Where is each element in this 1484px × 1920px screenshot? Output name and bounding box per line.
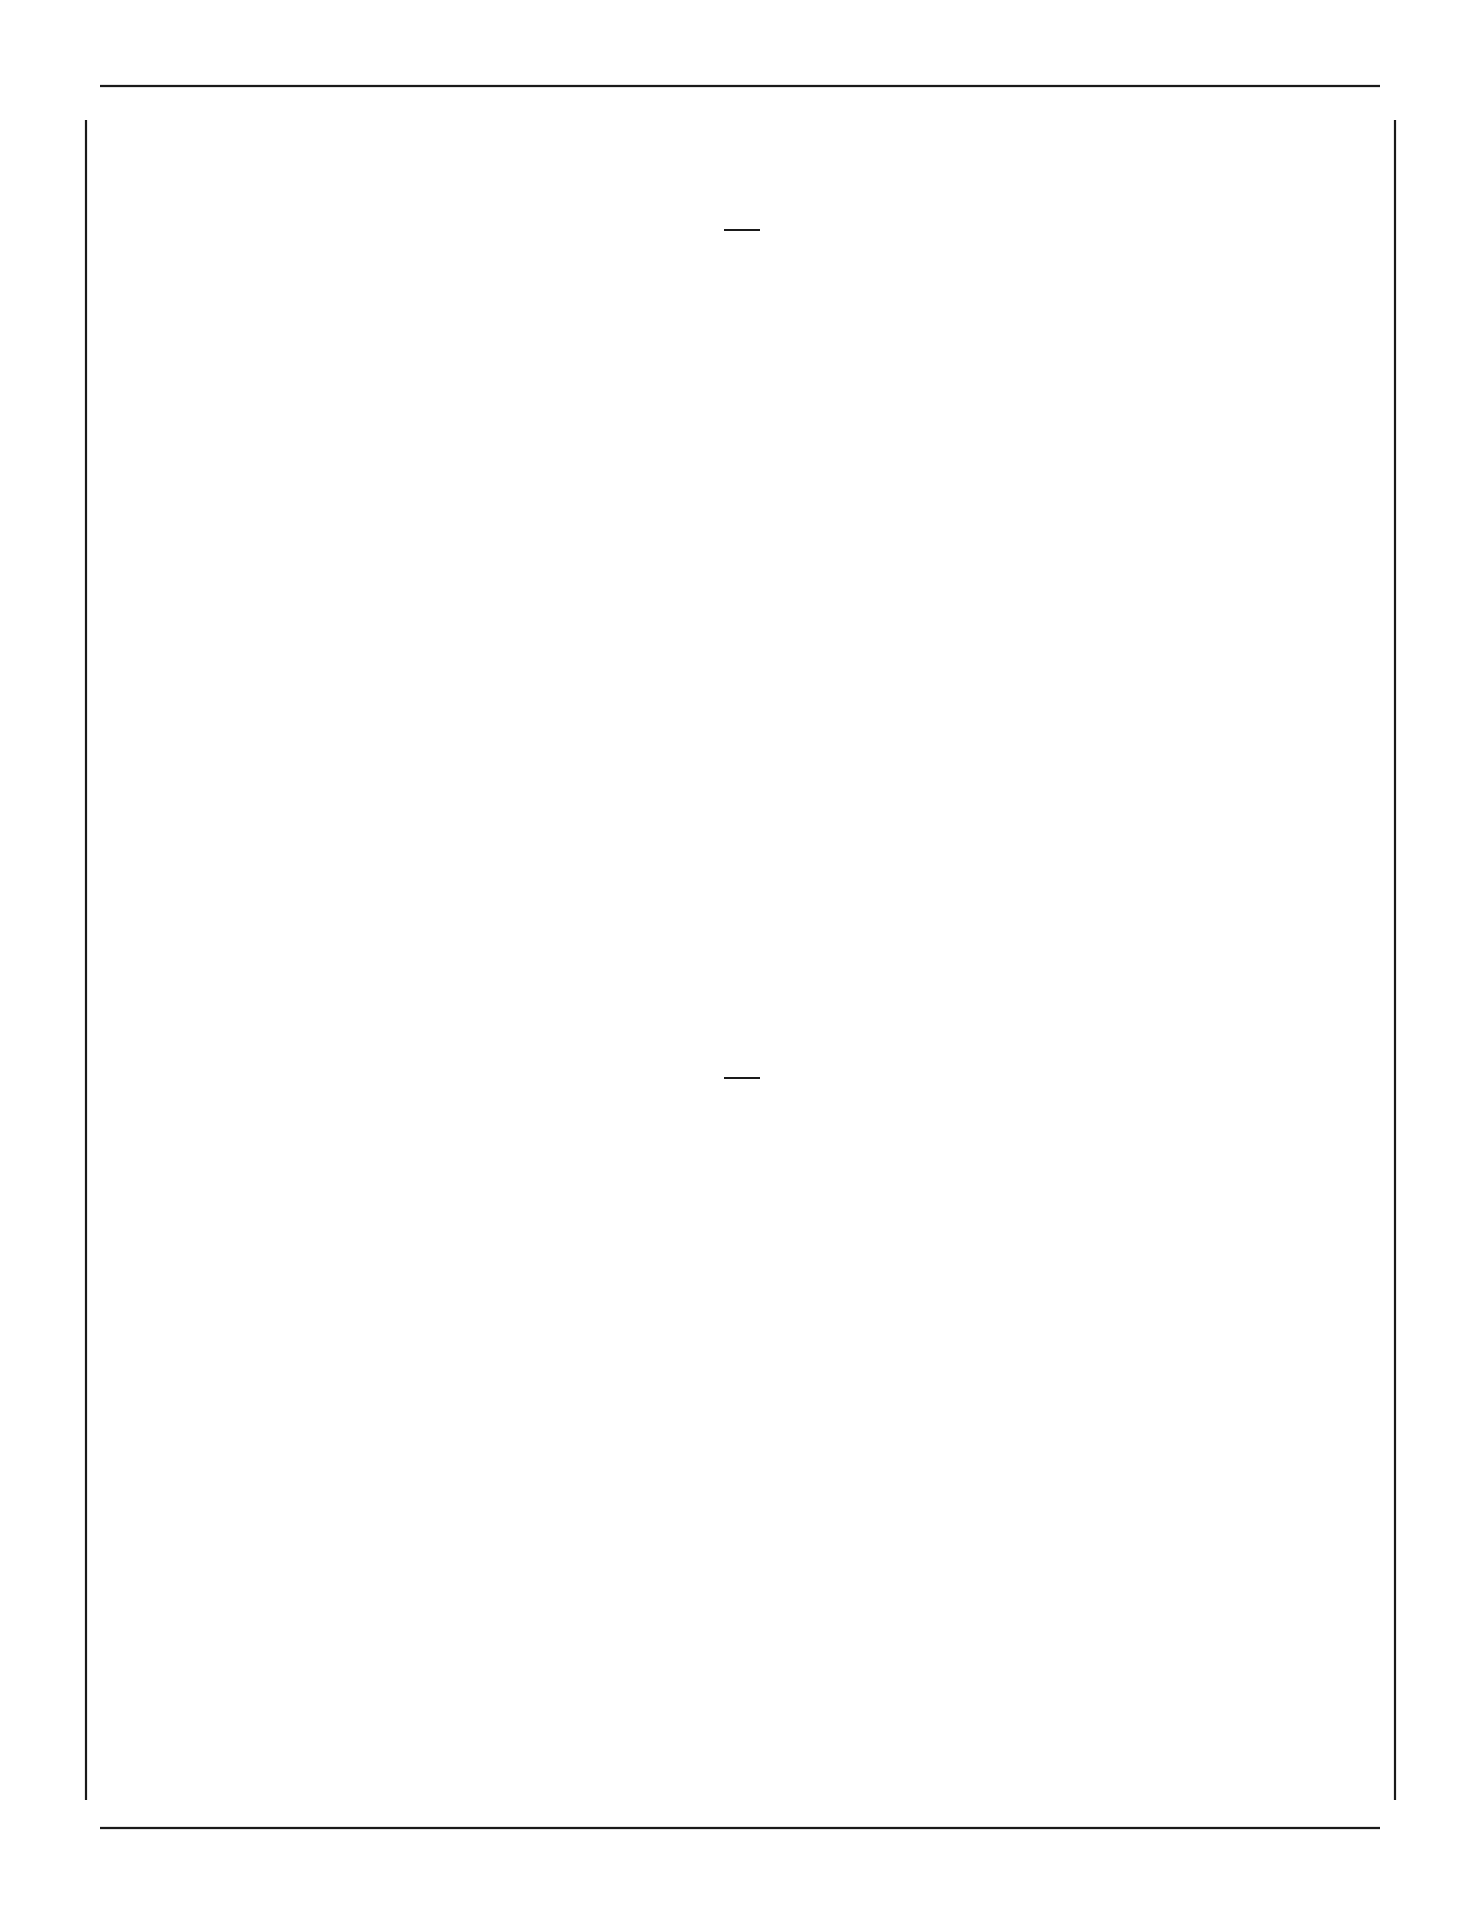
section-heading-antipasto [0, 140, 1484, 255]
section-heading-salad [0, 985, 1484, 1104]
